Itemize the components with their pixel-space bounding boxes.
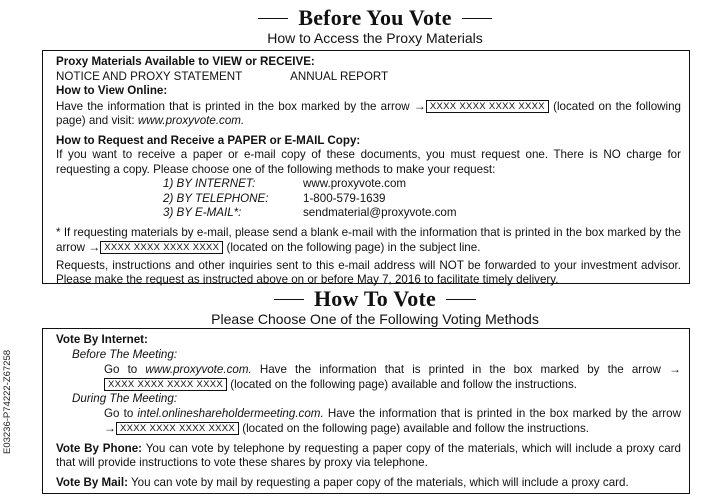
request-heading: How to Request and Receive a PAPER or E-MAIL Copy: bbox=[56, 133, 361, 147]
request-phone-number[interactable]: 1-800-579-1639 bbox=[303, 191, 386, 205]
view-online-heading: How to View Online: bbox=[56, 84, 168, 97]
vote-phone-heading: Vote By Phone: bbox=[56, 441, 143, 455]
vote-internet-heading: Vote By Internet: bbox=[56, 333, 148, 346]
material-annual-report: ANNUAL REPORT bbox=[290, 69, 389, 83]
voting-methods-box bbox=[42, 328, 690, 494]
material-notice: NOTICE AND PROXY STATEMENT bbox=[56, 69, 243, 83]
arrow-right-icon: → bbox=[413, 98, 426, 113]
request-text: If you want to receive a paper or e-mail copy of these documents, you must request one. There is NO charge for requesting a copy. Please choose one of the following methods to make your request: bbox=[56, 148, 681, 176]
during-meeting-text: Go to intel.onlineshareholdermeeting.com. Have the information that is printed in the box marked by the arrow → XXXX XXXX XXXX XXXX (located on the following page) available and follow the instructions. bbox=[104, 406, 681, 435]
arrow-right-icon: → bbox=[668, 362, 681, 376]
how-to-vote-title: How To Vote bbox=[313, 286, 437, 311]
title-rule-right bbox=[446, 299, 476, 300]
vote-mail-heading: Vote By Mail: bbox=[56, 475, 128, 489]
view-online-text: Have the information that is printed in the box marked by the arrow → XXXX XXXX XXXX XXXX (located on the following page) and visit: www.proxyvote.com. bbox=[56, 98, 681, 127]
document-code: E03236-P74222-Z67258 bbox=[2, 349, 13, 455]
before-meeting-text: Go to www.proxyvote.com. Have the information that is printed in the box marked by the arrow →XXXX XXXX XXXX XXXX (located on the following page) available and follow the instructions. bbox=[104, 362, 681, 391]
request-method-telephone: 2) BY TELEPHONE: 1-800-579-1639 bbox=[163, 191, 386, 205]
control-number-box: XXXX XXXX XXXX XXXX bbox=[116, 422, 239, 435]
materials-heading: Proxy Materials Available to VIEW or RECEIVE: bbox=[56, 55, 315, 68]
before-meeting-label: Before The Meeting: bbox=[72, 347, 178, 361]
control-number-box: XXXX XXXX XXXX XXXX bbox=[426, 100, 549, 113]
control-number-box: XXXX XXXX XXXX XXXX bbox=[100, 241, 223, 254]
arrow-right-icon: → bbox=[104, 421, 116, 435]
request-internet-url[interactable]: www.proxyvote.com bbox=[303, 177, 407, 190]
proxyvote-link[interactable]: www.proxyvote.com. bbox=[145, 363, 252, 376]
virtual-meeting-link[interactable]: intel.onlineshareholdermeeting.com. bbox=[137, 406, 324, 420]
vote-mail-text: Vote By Mail: You can vote by mail by requesting a paper copy of the materials, which will include a proxy card. bbox=[56, 475, 629, 489]
how-to-vote-header bbox=[40, 287, 710, 328]
vote-phone-text: Vote By Phone: You can vote by telephone by requesting a paper copy of the materials, which will include a proxy card that will provide instructions to vote these shares by proxy via telephone. bbox=[56, 441, 681, 469]
during-meeting-label: During The Meeting: bbox=[72, 392, 178, 405]
request-method-internet: 1) BY INTERNET: www.proxyvote.com bbox=[163, 177, 407, 190]
before-you-vote-header bbox=[40, 6, 710, 47]
request-method-email: 3) BY E-MAIL*: sendmaterial@proxyvote.com bbox=[163, 206, 457, 219]
materials-list bbox=[56, 70, 681, 85]
arrow-right-icon: → bbox=[88, 240, 101, 254]
how-to-vote-subtitle: Please Choose One of the Following Voting Methods bbox=[211, 311, 539, 327]
title-rule-right bbox=[462, 18, 492, 19]
request-email-address[interactable]: sendmaterial@proxyvote.com bbox=[303, 206, 457, 219]
email-footnote: * If requesting materials by e-mail, please send a blank e-mail with the information that is printed in the box marked by the arrow → XXXX XXXX XXXX XXXX (located on the following page) in the subject line. bbox=[56, 225, 681, 254]
request-note: Requests, instructions and other inquiries sent to this e-mail address will NOT be forwarded to your investment advisor. Please make the request as instructed above on or before May 7, 2016 to facilitate timely delivery. bbox=[56, 258, 681, 286]
title-rule-left bbox=[274, 299, 304, 300]
proxyvote-link[interactable]: www.proxyvote.com. bbox=[137, 114, 245, 127]
request-methods bbox=[56, 177, 681, 221]
before-you-vote-subtitle: How to Access the Proxy Materials bbox=[267, 30, 483, 46]
before-you-vote-title: Before You Vote bbox=[298, 5, 452, 30]
title-rule-left bbox=[258, 18, 288, 19]
control-number-box: XXXX XXXX XXXX XXXX bbox=[104, 378, 227, 391]
proxy-materials-box bbox=[42, 50, 690, 284]
